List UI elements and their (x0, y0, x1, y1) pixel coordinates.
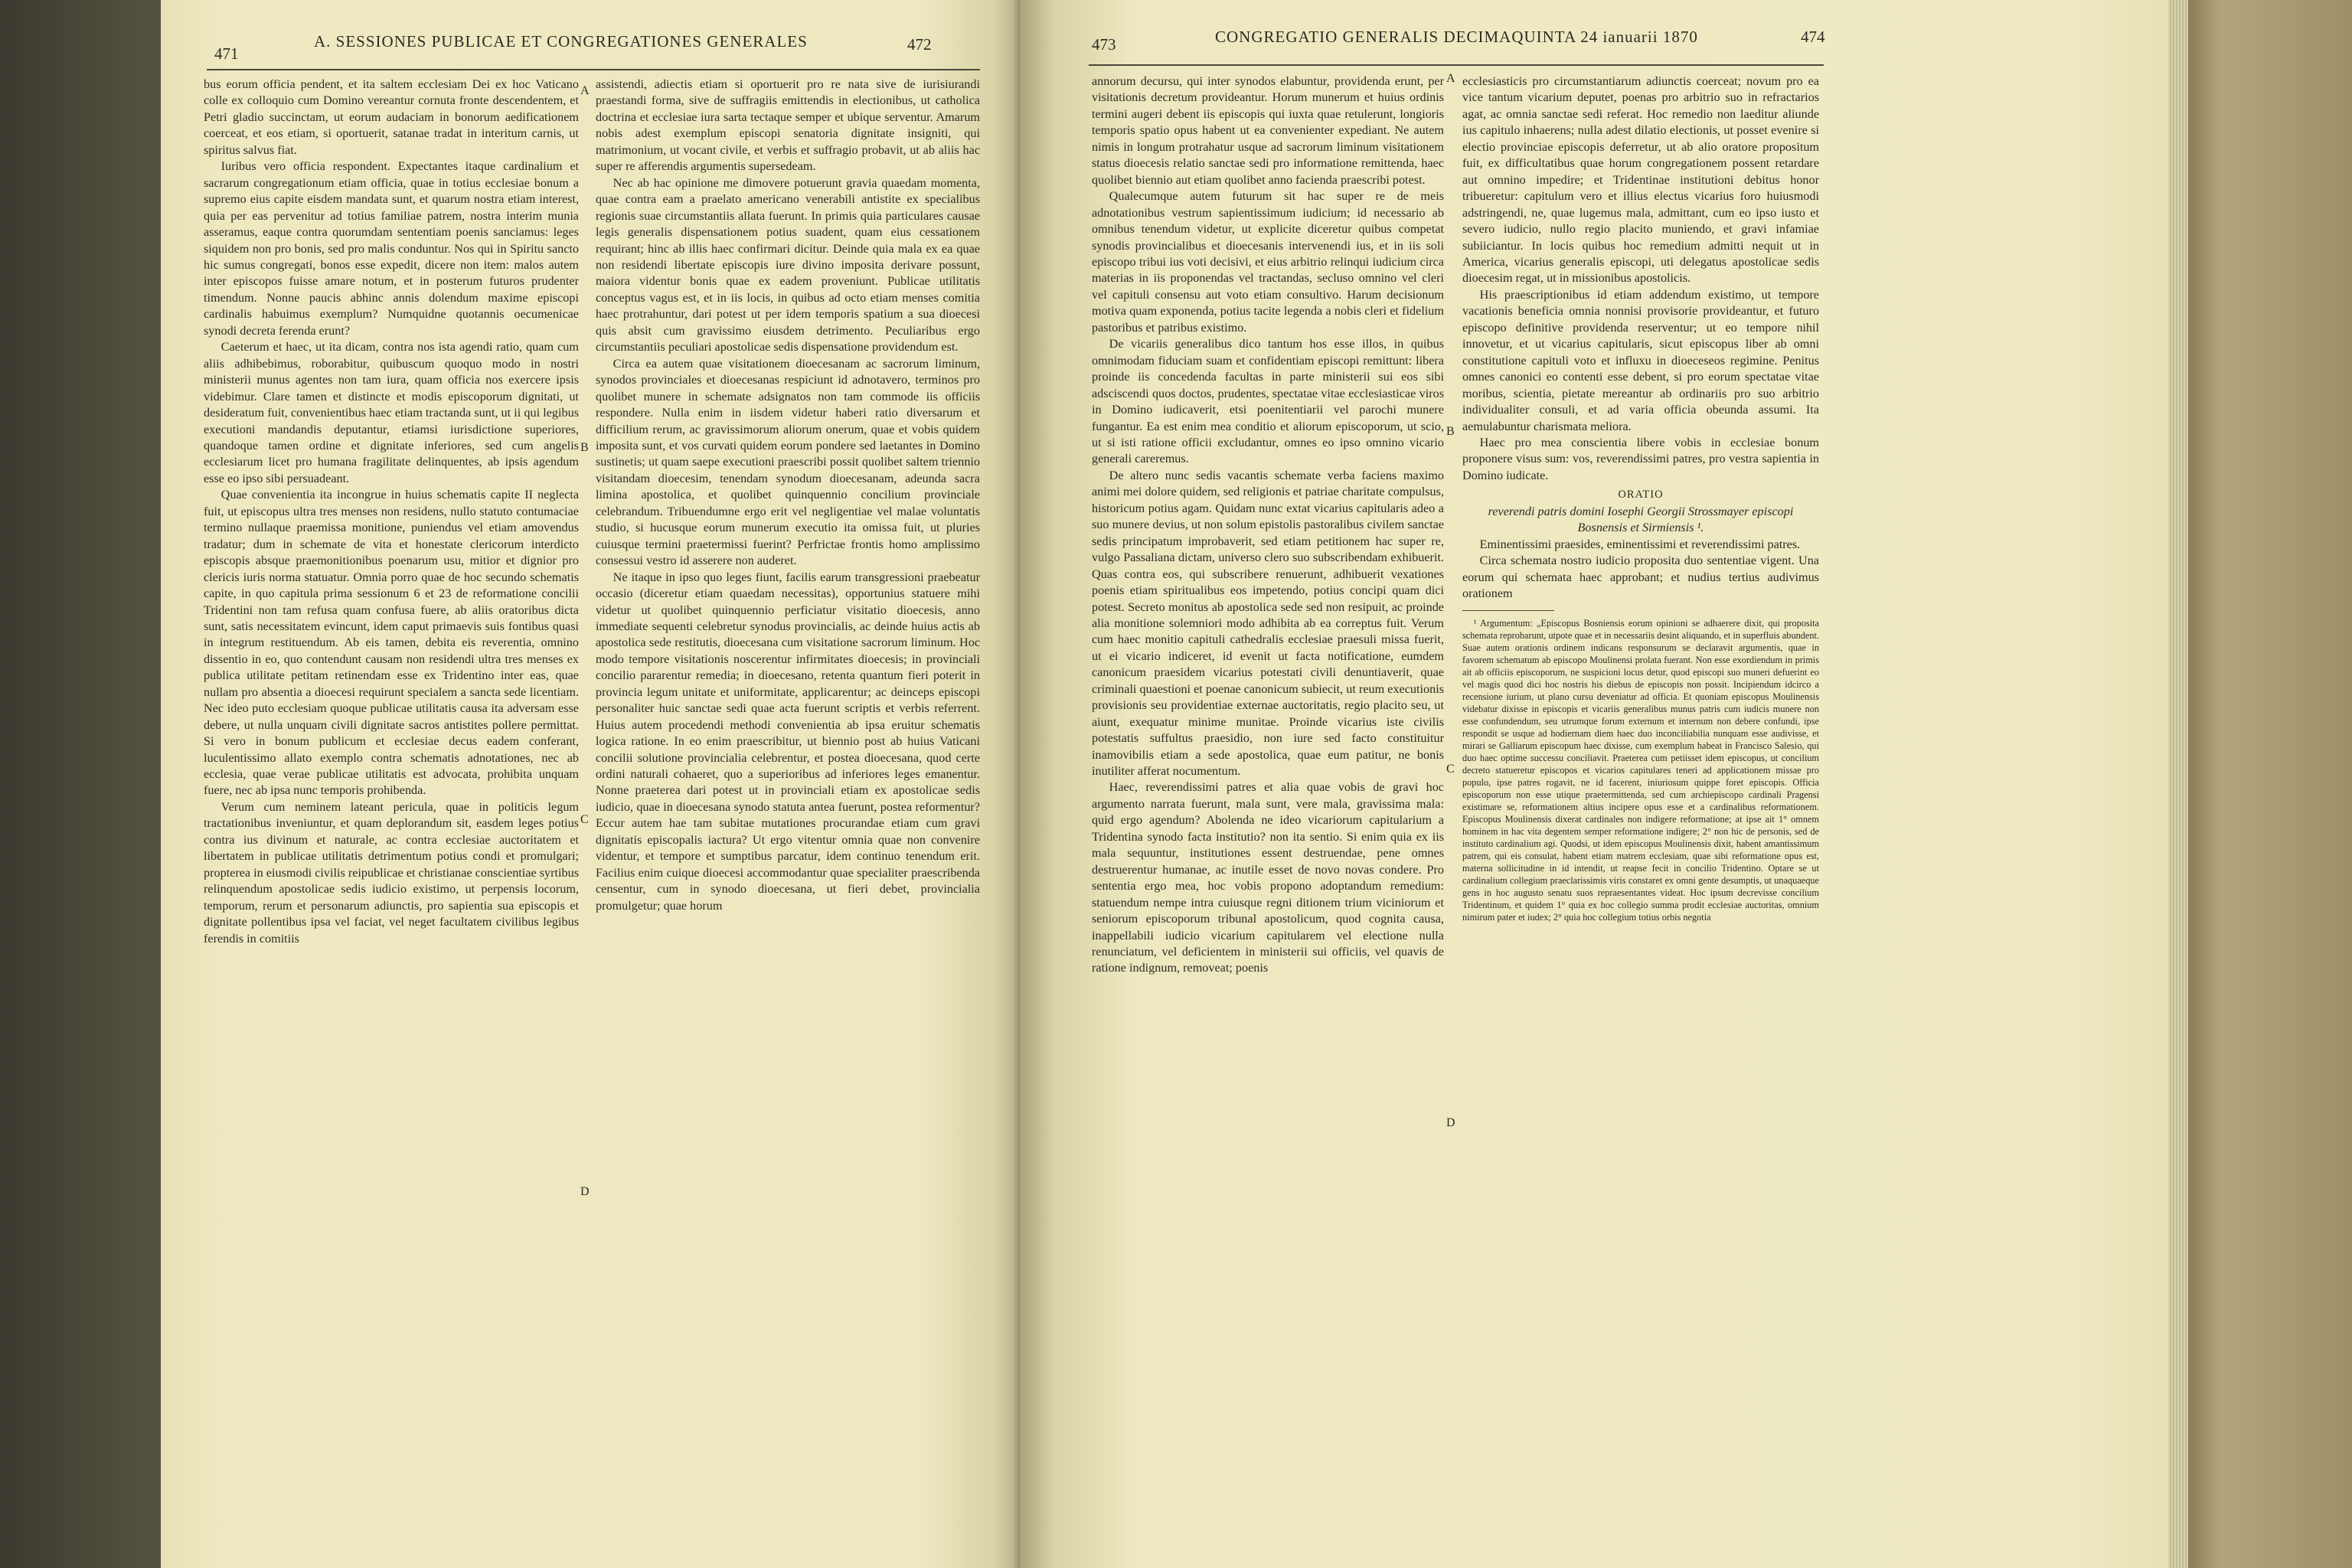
footnote-text: ¹ Argumentum: „Episcopus Bosniensis eorum opinioni se adhaerere dixit, qui proposita schemata reprobarunt, utpote quae et in necessariis desint aliquando, et in superfluis abundent. Suae autem orationis ordinem indicans responsurum se declaravit argumentis, quae in favorem schematum ab episcopo Moulinensi prolata fuerant. Non esse exordiendum in primis ait ab officiis episcoporum, ne suspicioni locus detur, quod episcopi suo muneri defuerint eo vel magis quod dici hoc nostris his diebus de episcopis non possit. Incipiendum idcirco a recensione iurium, ut plano cursu deveniatur ad officia. Et quoniam episcopus Moulinensis videbatur dixisse in episcopis et vicariis generalibus munus patris cum iudicis munere non esse confundendum, seu utrumque forum externum et internum non debere confundi, ipse respondit se usque ad hodiernam diem haec duo inconciliabilia nunquam esse audivisse, et mirari se Galliarum episcopum haec dixisse, cum exemplum habeat in Francisco Salesio, qui duo haec optime successu conciliavit. Praeterea cum petiisset idem episcopus, ut concilium decreto statueretur episcopos et vicarios capitulares teneri ad applicationem missae pro populo, ipse patres rogavit, ne id facerent, iniuriosum quippe foret episcopis. Officia episcoporum non esse utique praetermittenda, sed cum archiepiscopo cardinali Pragensi existimare se, reformationem altius incipere opus esse et a cardinalibus reformationem. Episcopus Moulinensis dixerat cardinales non indigere reformatione; at ipse ait 1° omnem hominem in hac vita degentem semper reformatione indigere; 2° non hic de personis, sed de instituto cardinalium agi. Quodsi, ut idem episcopus Moulinensis dixit, habent amantissimum patrem, qui eis consulat, habent etiam matrem ecclesiam, quae sibi reformatione opus est, materna sollicitudine in id intendit, ut reapse fecit in concilio Tridentino. Optare se ut cardinalium collegium praeclarissimis viris constaret ex omni gente desumptis, ut unaquaeque gens in hoc augusto senatu suos repraesentantes videat. Hoc ipsum decrevisse concilium Tridentinum, et quidem 1° quia ex hoc collegio summa prodit ecclesiae auctoritas, omnium nimirum pater et iudex; 2° quia hoc collegium totius orbis negotia (1462, 617, 1819, 923)
right-page-column-1 (1092, 74, 1444, 1521)
paragraph: ecclesiasticis pro circumstantiarum adiunctis coerceat; novum pro ea vice tantum vicarium deputet, poenas pro arbitrio suo in refractarios agat, ac omnia sanctae sedi referat. Hoc remedio non laeditur aliunde ius capitulo inhaerens; nulla adest dilatio electionis, ut posset evenire si electio provinciae episcopis deferretur, ut ab alio oratore propositum fuit, ex difficultatibus quae horum congregationem possent retardare aut omnino impedire; et Tridentinae institutioni debitus honor tribueretur: capitulum vero et illius electus vicarius foro huiusmodi adstringendi, ne, quae lugemus mala, admittant, cum eo ipso iusto et severo iudicio, nullo regio placito muniendo, et gravi infamiae subiiciantur. In locis quibus hoc remedium admitti nequit ut in America, vicarius generalis episcopi, uti delegatus apostolicae sedis dioecesim regat, ut in missionibus apostolicis. (1462, 74, 1819, 286)
paragraph: Iuribus vero officia respondent. Expectantes itaque cardinalium et sacrarum congregationum etiam officia, quae in totius ecclesiae bonum a supremo eius capite eisdem mandata sunt, et quarum nostra etiam interest, quia per eas pervenitur ad totius familiae patrem, nostra interim munia asseramus, eaque contra quorumdam sententiam poenis sanciamus: leges siquidem non pro bonis, sed pro malis conduntur. Nos qui in Spiritu sancto hic sumus congregati, bonos esse expedit, dicere non item: malos autem inter episcopos fuisse amare notum, et in posterum futuros prudenter timendum. Nonne paucis abhinc annis dolendum maxime episcopi cardinalis habuimus exemplum? Numquidne quotannis oecumenicae synodi decreta ferenda erunt? (204, 159, 579, 338)
margin-letter-d: D (580, 1185, 590, 1198)
header-rule (1089, 64, 1824, 66)
paragraph: Caeterum et haec, ut ita dicam, contra nos ista agendi ratio, quam cum aliis adhibebimus, roborabitur, quibuscum quoquo modo in nostri ministerii munus agentes non tam iura, quam officia nos exercere ipsis videbimur. Clare tamen et distincte et modis episcoporum dignitati, ut desideratum fuit, convenientibus haec etiam tractanda sunt, ut ii qui legibus executioni mandandis deputantur, etiamsi iurisdictione superiores, quandoque tamen ordine et dignitate inferiores, sed cum angelis ecclesiarum licet pro humana fragilitate delinquentes, ab ipsis agendum esse eo ipso sibi persuadeant. (204, 340, 579, 485)
oratio-subtitle: reverendi patris domini Iosephi Georgii Strossmayer episcopi Bosnensis et Sirmiensis ¹. (1488, 504, 1794, 535)
paragraph: Eminentissimi praesides, eminentissimi et reverendissimi patres. (1479, 537, 1801, 551)
running-head-left: A. SESSIONES PUBLICAE ET CONGREGATIONES GENERALES (314, 32, 808, 51)
footnote-rule (1462, 610, 1554, 611)
right-page-column-2 (1462, 74, 1819, 1521)
header-rule (207, 69, 980, 70)
margin-letter-a: A (580, 84, 590, 97)
page-number-471: 471 (214, 44, 239, 63)
paragraph: Haec pro mea conscientia libere vobis in ecclesiae bonum proponere visus sum: vos, reverendissimi patres, pro vestra sapientia in Domino iudicate. (1462, 435, 1819, 482)
left-page (161, 0, 1020, 1568)
footnote (1462, 617, 1819, 923)
margin-letter-b: B (1446, 425, 1455, 438)
margin-letter-c: C (1446, 763, 1455, 776)
paragraph: De vicariis generalibus dico tantum hos esse illos, in quibus omnimodam fiduciam suam et confidentiam episcopi remittunt: libera proinde iis concedenda facultas in parte ministerii sui eos sibi adsciscendi quos doctos, prudentes, spectatae vitae ecclesiasticae viros in Domino iudicaverit, etsi poenitentiarii vel parochi munere fungantur. Ea est enim mea conditio et aliorum episcoporum, ut scio, ut si isti ratione officii excludantur, omnes eo ipso omnino vicario generali careremus. (1092, 337, 1444, 466)
paragraph: De altero nunc sedis vacantis schemate verba faciens maximo animi mei dolore quidem, sed religionis et patriae charitate compulsus, historicum potius agam. Quidam nunc extat vicarius capitularis adeo a suo munere devius, ut non solum epistolis pastoralibus civilem sanctae sedis principatum improbaverit, sed etiam petitionem hac super re, vulgo Passaliana dictam, universo clero suo subscribendam exhibuerit. Quas contra eos, qui subscribere renuerunt, adhibuerit vexationes poenis etiam spiritualibus eos impetendo, potius concipi quam dici potest. Secreto monitus ab apostolica sede sed non resipuit, ac proinde alia monitione solemniori modo adhibita ab ea correptus fuit. Verum cum haec monitio capituli cathedralis ecclesiae praesuli missa fuerit, ut ei vicario indiceret, id evenit ut facta notificatione, eumdem canonicum praesidem vicarius potestati civili denuntiaverit, quae criminali quaestioni et poenae canonicum subiecit, ut reum executionis provisionis seu providentiae externae auctoritatis, regio placito seu, ut aiunt, exequatur minime munitae. Proinde vicarius iste civilis potestatis suffultus praesidio, non iure sed facto constituitur inamovibilis etiam a sede apostolica, quae eum patitur, ne bonis inutiliter afferat nocumentum. (1092, 468, 1444, 779)
left-page-column-2 (596, 77, 980, 1554)
paragraph: bus eorum officia pendent, et ita saltem ecclesiam Dei ex hoc Vaticano colle ex colloquio cum Domino vereantur cornuta fronte descendentem, et Petri gladio succinctam, ut eorum audaciam in bonorum aedificationem coerceat, et eos etiam, si oportuerit, satanae tradat in interitum carnis, ut spiritus salvus fiat. (204, 77, 579, 157)
page-number-472: 472 (907, 35, 932, 54)
paragraph: Quae convenientia ita incongrue in huius schematis capite II neglecta fuit, ut episcopus ultra tres menses non residens, nullo statuto contumaciae termino nullaque praemissa monitione, puniendus vel etiam amovendus tradatur; dum in schemate de vita et honestate clericorum interdicto episcopis absque praemonitionibus poenarum usu, mitior et dignior pro clericis iuris norma statuatur. Omnia porro quae de hoc secundo schematis capite, in quo capitula prima sessionum 6 et 23 de reformatione concilii Tridentini non tam refusa quam confusa fuere, ab aliis oratoribus dicta sunt, satis necessitatem evincunt, idem caput primaevis suis fontibus quasi in integrum restituendum. Ab eis tamen, debita eis reverentia, omnino dissentio in eo, quo contendunt causam non residendi ultra tres menses ex publica utilitate petitam retinendam esse ex Tridentino inter eas, quae nullam pro absentia a dioecesi requirunt specialem a sancta sede licentiam. Nec ideo puto ecclesiam quoque publicae utilitatis causa ita adversam esse debere, ut nulla unquam civili dignitate sacros antistites pollere permittat. Si vero in bonum publicum et ecclesiae decus eadem conferant, luculentissimo allato exemplo contra schematis adnotationes, nec ab ecclesia, quae verae publicae utilitatis est advocata, prohibita unquam fuere, nec ab ipsa nunc temporis prohibenda. (204, 488, 579, 798)
running-head-right: CONGREGATIO GENERALIS DECIMAQUINTA 24 ianuarii 1870 (1215, 28, 1698, 46)
right-page (1020, 0, 2168, 1568)
paragraph: Ne itaque in ipso quo leges fiunt, facilis earum transgressioni praebeatur occasio (diceretur etiam quaedam necessitas), opportunius statuere mihi videtur ut quolibet quinquennio perficiatur visitatio dioecesis, anno immediate sequenti celebretur synodus provincialis, ac deinde huius actis ab apostolica sede restitutis, dioecesana cum visitatione sacrorum liminum. Hoc modo tempore visitationis noscerentur infirmitates dioecesis; in provinciali concilio pararentur remedia; in dioecesano, retenta quantum fieri poterit in provincia legum unitate et uniformitate, applicarentur; ac deinceps episcopi personaliter huic sanctae sedi quae acta fuerunt scriptis et verbis referrent. Huius autem procedendi methodi convenientia ab ipsa eruitur schematis logica ratione. In eo enim praescribitur, ut biennio post ab huius Vaticani concilii solutione provincialia celebrentur, et postea dioecesana, quod certe ordini naturali cohaeret, quo a superioribus ad inferiores leges emanentur. Nonne praeterea dari potest ut in provinciali etiam ex apostolicae sedis iudicio, quae in dioecesana synodo statuta antea fuerunt, postea reformentur? Eccur autem hae tam subitae mutationes procurandae etiam cum gravi dignitatis episcopalis iactura? Ut ergo vitentur omnia quae non convenire videntur, et tempore et sumptibus parcatur, idem continuo tenendum erit. Facilius enim cuique dioecesi accommodantur quae specialiter praescribenda censentur, cum in synodo dioecesana, ut fieri debet, provincialia promulgetur; quae horum (596, 570, 980, 913)
margin-letter-a: A (1446, 72, 1455, 85)
book-cover-edge (2188, 0, 2352, 1568)
paragraph: Haec, reverendissimi patres et alia quae vobis de gravi hoc argumento narrata fuerunt, mala sunt, vere mala, gravissima mala: quid ergo agendum? Abolenda ne ideo vicariorum capitularium a Tridentina synodo facta institutio? non ita sentio. Si enim quia ex iis mala sequuntur, institutiones essent destruendae, pene omnes destruerentur humanae, ac inutile esset de novo novas condere. Pro sententia ergo mea, hoc vobis propono adoptandum remedium: statuendum nempe intra cuiusque regni ditionem trium viciniorum et seniorum episcoporum tribunal apostolicum, quod cognita causa, inappellabili iudicio vicarium capitularem vel electione nulla renunciatum, vel deficientem in ministerii sui officiis, vel quavis de ratione indignum, removeat; poenis (1092, 780, 1444, 975)
margin-letter-d: D (1446, 1116, 1455, 1129)
page-number-474: 474 (1801, 28, 1825, 46)
paragraph: His praescriptionibus id etiam addendum existimo, ut tempore vacationis beneficia omnia nonnisi provisorie provideantur, et futuro episcopo definitive providenda reserventur; ut eo tempore nihil innovetur, et ut vicarius capitularis, sicut episcopus liber ab omni constitutione capituli voto et influxu in dioeceseos regimine. Penitus omnes canonici eo contenti esse debent, si pro eorum spectatae vitae moribus, scientia, pietate mereantur ab ordinariis pro suo arbitrio individualiter consuli, et ad varia officia obeunda assumi. Ita aemulabuntur charismata meliora. (1462, 287, 1819, 433)
margin-letter-b: B (580, 441, 589, 454)
paragraph: Circa ea autem quae visitationem dioecesanam ac sacrorum liminum, synodos provinciales et dioecesanas respiciunt id adnotavero, terminos pro quolibet munere in schemate adsignatos non tam commode iis officiis respondere. Nulla enim in iisdem videtur haberi ratio diversarum et difficilium rerum, ac gravissimorum aliorum onerum, quae et vobis quidem imposita sunt, et vos curvati quidem eorum pondere sed laetantes in Domino sustinetis; ut quam saepe executioni praescribi possit quolibet saltem triennio visitandam dioecesim, tenendam synodum dioecesanam, adeunda sacra limina apostolica, et quolibet quinquennio concilium provinciale celebrandum. Tribuendumne ergo erit vel negligentiae vel malae voluntatis studio, si hucusque eorum munerum executio ita omissa fuit, ut pluries cuiusque termini praetermissi fuerint? Perfrictae frontis homo amplissimo consessui vestro id asserere non auderet. (596, 356, 980, 568)
margin-letter-c: C (580, 813, 589, 826)
oratio-heading: ORATIO (1618, 488, 1664, 501)
paragraph: Qualecumque autem futurum sit hac super re de meis adnotationibus vestrum sapientissimum iudicium; id necessario ab omnibus tenendum videtur, ut explicite diceretur quibus competat synodis provincialibus et dioecesanis intervenendi ius, et in iis soli episcopo tribui ius voti decisivi, et eius arbitrio relinqui iudicium circa materias in iis proponendas vel tractandas, secluso omnino vel cleri vel capituli consensu aut voto etiam consultivo. Harum decisionum motiva quam exponenda, potius tacite legenda a nobis cleri et fidelium pastoribus et patribus existimo. (1092, 189, 1444, 335)
page-edges (2168, 0, 2188, 1568)
desk-background (0, 0, 161, 1568)
paragraph: Circa schemata nostro iudicio proposita duo sententiae vigent. Una eorum qui schemata haec approbant; et nudius tertius audivimus orationem (1462, 554, 1819, 601)
paragraph: assistendi, adiectis etiam si oportuerit pro re nata sive de iurisiurandi praestandi forma, sive de suffragiis emittendis in electionibus, ut catholica doctrina et ecclesiae iura sarta tectaque semper et ubique serventur. Amarum nobis adest exemplum episcopi senatoria dignitate insigniti, qui matrimonium, ut vocant civile, et verbis et suffragio probavit, ut ab aliis hac super re afferendis argumentis supersedeam. (596, 77, 980, 174)
left-page-column-1 (204, 77, 579, 1554)
paragraph: Nec ab hac opinione me dimovere potuerunt gravia quaedam momenta, quae contra eam a praelato americano venerabili antistite ex specialibus regionis suae circumstantiis allata fuerunt. In primis quia particulares causae legis generalis dispensationem potius suadent, quam eius cessationem requirant; hinc ab illis haec confirmari dicitur. Deinde quia mala ex ea quae non residendi libertate episcopis iure divino imposita derivare possunt, maiora videntur bonis quae ex eadem proveniunt. Publicae utilitatis conceptus vagus est, et in iis locis, in quibus ad octo etiam menses comitia haec protrahuntur, dari potest ut per idem temporis spatium a sua dioecesi quis absit cum gravissimo eiusdem detrimento. Peculiaribus ergo circumstantiis peculiari apostolicae sedis dispensatione providendum est. (596, 175, 980, 354)
page-number-473: 473 (1092, 35, 1116, 54)
paragraph: Verum cum neminem lateant pericula, quae in politicis legum tractationibus inveniuntur, et quam deplorandum sit, easdem leges potius contra ius divinum et naturale, ac contra ecclesiae auctoritatem et libertatem in publicae utilitatis detrimentum potius condi et promulgari; propterea in eiusmodi civilis reipublicae et christianae conscientiae syrtibus relinquendum apostolicae sedis iudicio existimo, ut perpensis locorum, temporum, rerum et personarum adiunctis, pro sapientia sua episcopis et dignitate pollentibus ipsa vel faciat, vel neget facultatem civilibus legibus ferendis in comitiis (204, 799, 579, 946)
paragraph: annorum decursu, qui inter synodos elabuntur, providenda erunt, per visitationis decretum provideantur. Horum munerum et huius ordinis termini augeri debent iis episcopis qui iuxta quae retulerunt, longioris temporis spatio opus habent ut ea convenienter expediant. Ne autem nimis in longum protrahatur usque ad sacrorum liminum visitationem status dioecesis relatio sanctae sedi pro informatione remittenda, haec quolibet biennio aut etiam quolibet anno facienda praescribi potest. (1092, 74, 1444, 187)
